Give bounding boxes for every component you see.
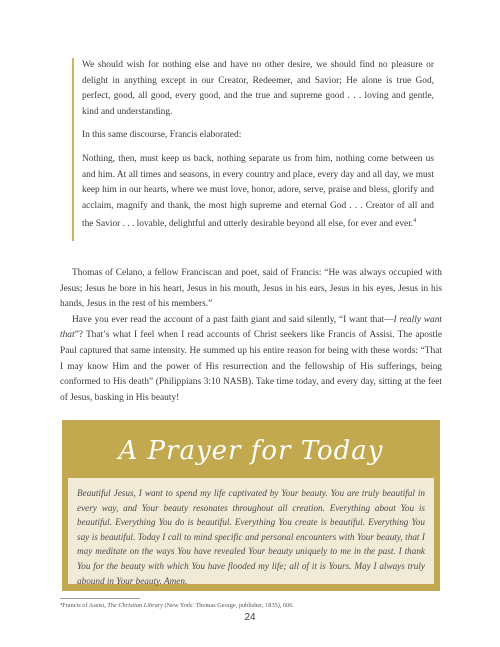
quote-text: Nothing, then, must keep us back, nothing separate us from him, nothing come between us and him. At all times and seasons, in every country and place, every day and all day, we must keep him in our hearts, where we must love, honor, adore, serve, praise and bless, glorify and acclaim, magnify and thank, the most high supreme and eternal God . . . Creator of all and the Savior . . . lovable, delightful and utterly desirable beyond all else, for ever and ever. — [82, 153, 434, 230]
footnote-marker: 4 — [413, 218, 417, 225]
footnote-text: (New York: Thomas George, publisher, 1835), 606. — [162, 602, 295, 609]
quote-paragraph: We should wish for nothing else and have no other desire, we should find no pleasure or delight in anything except in our Creator, Redeemer, and Savior; He alone is true God, perfect, good, all good, every good, and the true and supreme good . . . loving and gentle, kind and understanding. — [82, 60, 434, 117]
emphasis-text: I really want that — [60, 314, 443, 341]
body-paragraph — [60, 313, 442, 407]
footnote-book-title: The Christian Library — [107, 602, 163, 609]
footnote-text: ⁴Francis of Assisi, — [60, 602, 108, 609]
body-text-span: ”? That’s what I feel when I read accounts of Christ seekers like Francis of Assisi. The apostle Paul captured that same intensity. He summed up his entire reason for being with these words: “That I may know Him and the power of His resurrection and the fellowship of His sufferings, being conformed to His death” (Philippians 3:10 NASB). Take time today, and every day, sitting at the feet of Jesus, basking in His beauty! — [60, 330, 442, 403]
footnote-divider — [60, 598, 140, 599]
quote-paragraph: In this same discourse, Francis elaborated: — [82, 130, 242, 141]
body-paragraph: Thomas of Celano, a fellow Franciscan and poet, said of Francis: “He was always occupied with Jesus; Jesus he bore in his heart, Jesus in his mouth, Jesus in his ears, Jesus in his eyes, Jesus in his hands, Jesus in the rest of his members.” — [60, 268, 442, 310]
prayer-box — [62, 420, 440, 591]
footnote — [60, 601, 442, 610]
prayer-text: Beautiful Jesus, I want to spend my life captivated by Your beauty. You are truly beautiful in every way, and Your beauty resonates throughout all creation. Everything about You is beautiful. Everything You do is beautiful. Everything You create is beautiful. Everything You say is beautiful. Today I call to mind specific and personal encounters with Your beauty, that I may meditate on the ways You have revealed Your beauty uniquely to me in the past. I thank You for the beauty with which You have flooded my life; all of it is Yours. May I always truly abound in Your beauty. Amen. — [68, 478, 434, 584]
body-text-span: Have you ever read the account of a past faith giant and said silently, “I want that— — [72, 314, 394, 325]
body-text — [60, 266, 442, 406]
block-quote — [72, 58, 434, 241]
prayer-title: A Prayer for Today — [118, 436, 384, 466]
quote-paragraph — [82, 152, 434, 233]
page-number: 24 — [244, 612, 256, 623]
